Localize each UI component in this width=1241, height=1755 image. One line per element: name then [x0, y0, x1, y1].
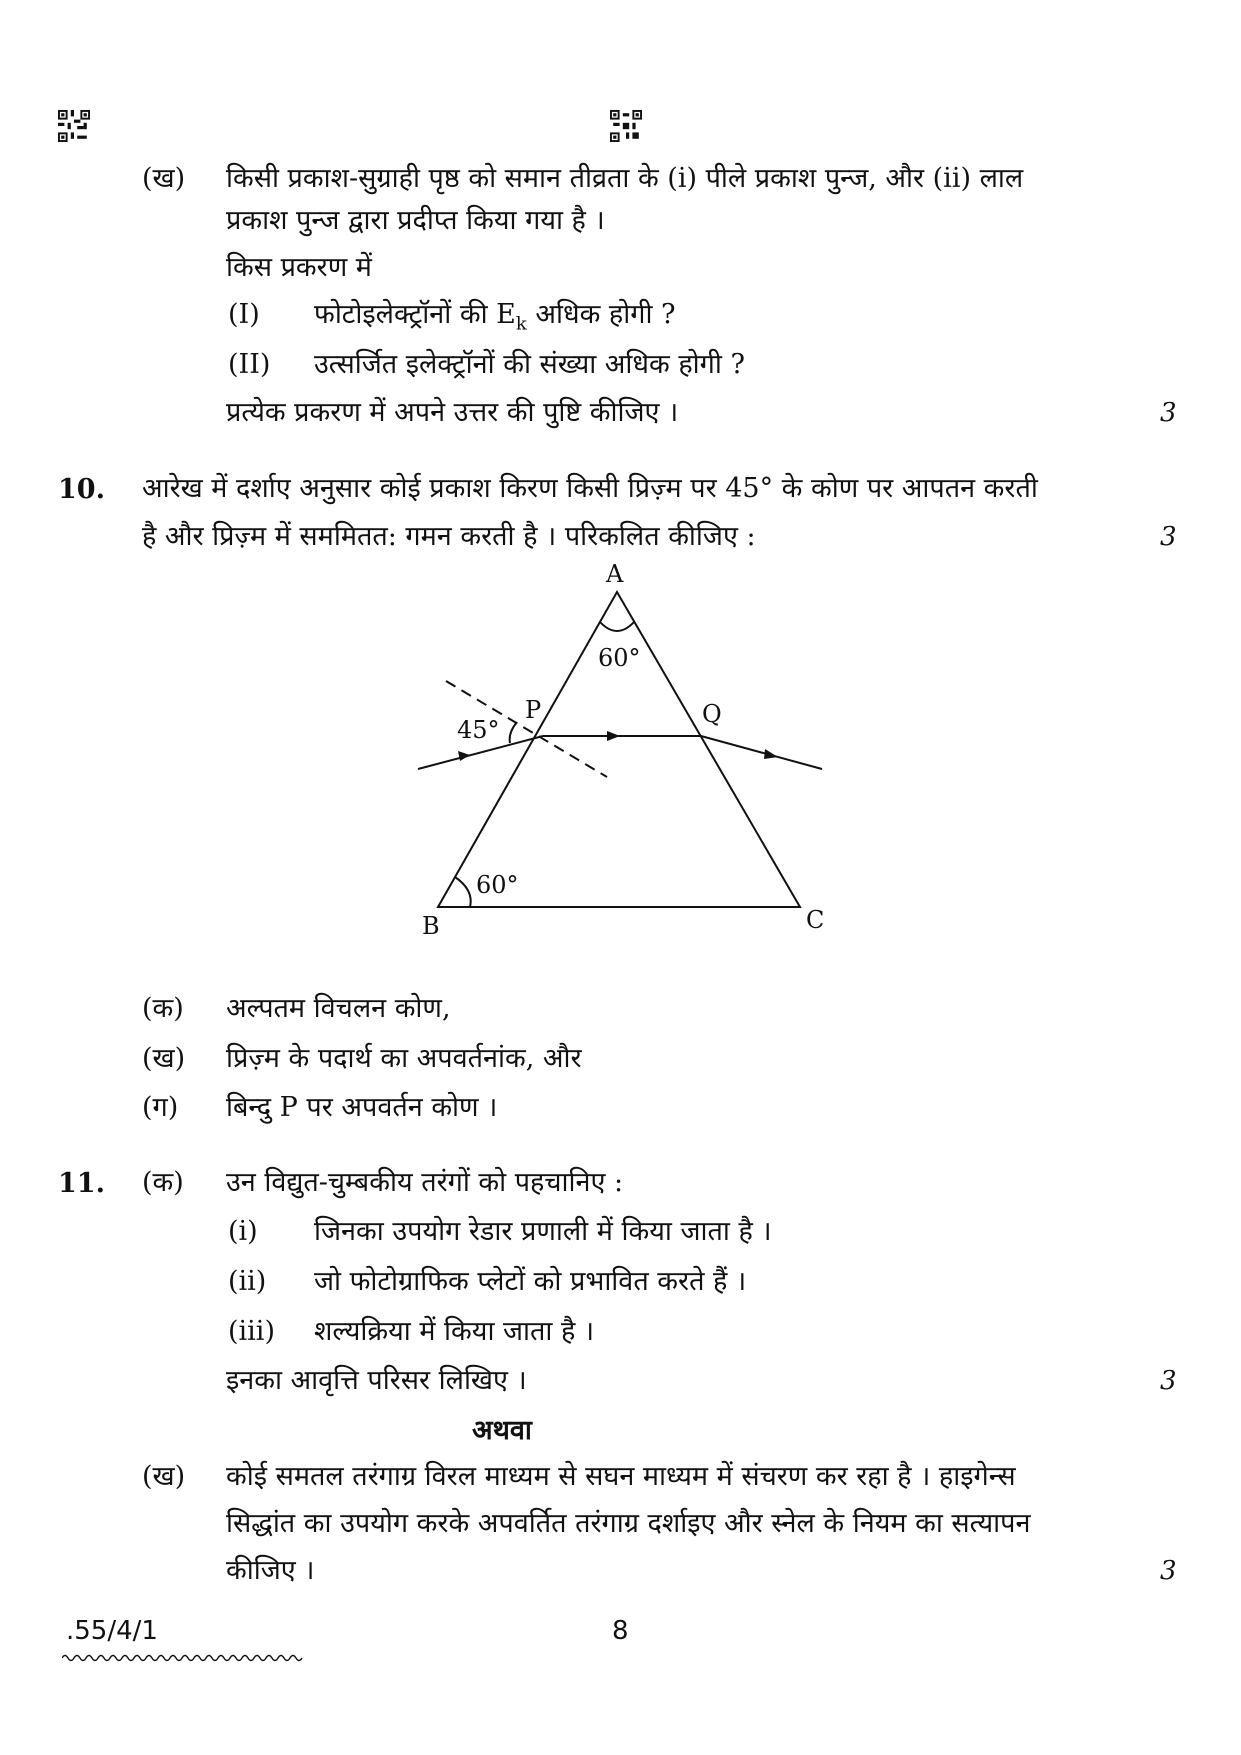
q11a-sub3-label: (iii)	[228, 1316, 275, 1347]
arrow-incident	[458, 751, 470, 761]
arrow-refracted	[607, 731, 620, 741]
apex-angle-arc	[600, 622, 634, 631]
q10-item-c-text: बिन्दु P पर अपवर्तन कोण ।	[226, 1092, 498, 1123]
angle-apex: 60°	[598, 644, 641, 672]
base-angle-arc	[455, 877, 471, 907]
q9b-sub2-text: उत्सर्जित इलेक्ट्रॉनों की संख्या अधिक होगी ?	[314, 349, 745, 380]
angle-base: 60°	[476, 871, 519, 899]
q11a-sub2-text: जो फोटोग्राफिक प्लेटों को प्रभावित करते हैं ।	[314, 1266, 747, 1297]
q9b-line1: किसी प्रकाश-सुग्राही पृष्ठ को समान तीव्रता के (i) पीले प्रकाश पुन्ज, और (ii) लाल	[226, 163, 1024, 194]
q10-marks: 3	[1160, 522, 1177, 552]
q9b-marks: 3	[1160, 398, 1177, 428]
q11b-line2: सिद्धांत का उपयोग करके अपवर्तित तरंगाग्र दर्शाइए और स्नेल के नियम का सत्यापन	[226, 1508, 1031, 1539]
q11-number: 11.	[58, 1168, 105, 1199]
q11b-line1: कोई समतल तरंगाग्र विरल माध्यम से सघन माध्यम में संचरण कर रहा है । हाइगेन्स	[226, 1461, 1016, 1492]
q9b-line4: प्रत्येक प्रकरण में अपने उत्तर की पुष्टि कीजिए ।	[226, 397, 679, 428]
q11b-label: (ख)	[142, 1461, 186, 1492]
q11a-marks: 3	[1160, 1366, 1177, 1396]
q9b-label: (ख)	[142, 163, 186, 194]
q11a-sub3-text: शल्यक्रिया में किया जाता है ।	[314, 1316, 595, 1347]
q11a-sub2-label: (ii)	[228, 1266, 267, 1297]
q11a-text: उन विद्युत-चुम्बकीय तरंगों को पहचानिए :	[226, 1167, 624, 1198]
wavy-underline	[62, 1652, 312, 1664]
q11b-line3: कीजिए ।	[226, 1555, 315, 1586]
q11b-marks: 3	[1160, 1556, 1177, 1586]
q10-number: 10.	[58, 474, 105, 505]
q9b-line2: प्रकाश पुन्ज द्वारा प्रदीप्त किया गया है ।	[226, 205, 605, 236]
q10-item-b-label: (ख)	[142, 1043, 186, 1074]
incidence-angle-arc	[510, 722, 517, 743]
q11a-sub1-text: जिनका उपयोग रेडार प्रणाली में किया जाता है ।	[314, 1216, 772, 1247]
q10-line1: आरेख में दर्शाए अनुसार कोई प्रकाश किरण किसी प्रिज़्म पर 45° के कोण पर आपतन करती	[142, 473, 1038, 504]
q10-item-b-text: प्रिज़्म के पदार्थ का अपवर्तनांक, और	[226, 1043, 582, 1074]
q11a-sub1-label: (i)	[228, 1216, 258, 1247]
emergent-ray	[701, 736, 822, 769]
q10-line2: है और प्रिज़्म में सममितत: गमन करती है । परिकलित कीजिए :	[142, 521, 756, 552]
label-a: A	[606, 560, 624, 588]
q11a-label: (क)	[142, 1167, 184, 1198]
paper-code: .55/4/1	[66, 1616, 158, 1646]
page-number: 8	[612, 1616, 629, 1646]
q9b-sub1-label: (I)	[228, 299, 260, 330]
label-q: Q	[702, 700, 722, 728]
q9b-line3: किस प्रकरण में	[226, 252, 372, 283]
angle-incidence: 45°	[457, 716, 500, 744]
q11a-final: इनका आवृत्ति परिसर लिखिए ।	[226, 1365, 527, 1396]
q9b-sub1-text: फोटोइलेक्ट्रॉनों की $E_k$ अधिक होगी ?	[314, 299, 676, 335]
label-c: C	[806, 906, 825, 934]
q10-item-a-label: (क)	[142, 993, 184, 1024]
q10-item-a-text: अल्पतम विचलन कोण,	[226, 993, 451, 1024]
arrow-emergent	[764, 749, 778, 759]
q10-item-c-label: (ग)	[142, 1092, 179, 1123]
label-b: B	[422, 912, 440, 940]
label-p: P	[525, 696, 542, 724]
q9b-sub2-label: (II)	[228, 349, 271, 380]
or-heading: अथवा	[472, 1415, 532, 1446]
